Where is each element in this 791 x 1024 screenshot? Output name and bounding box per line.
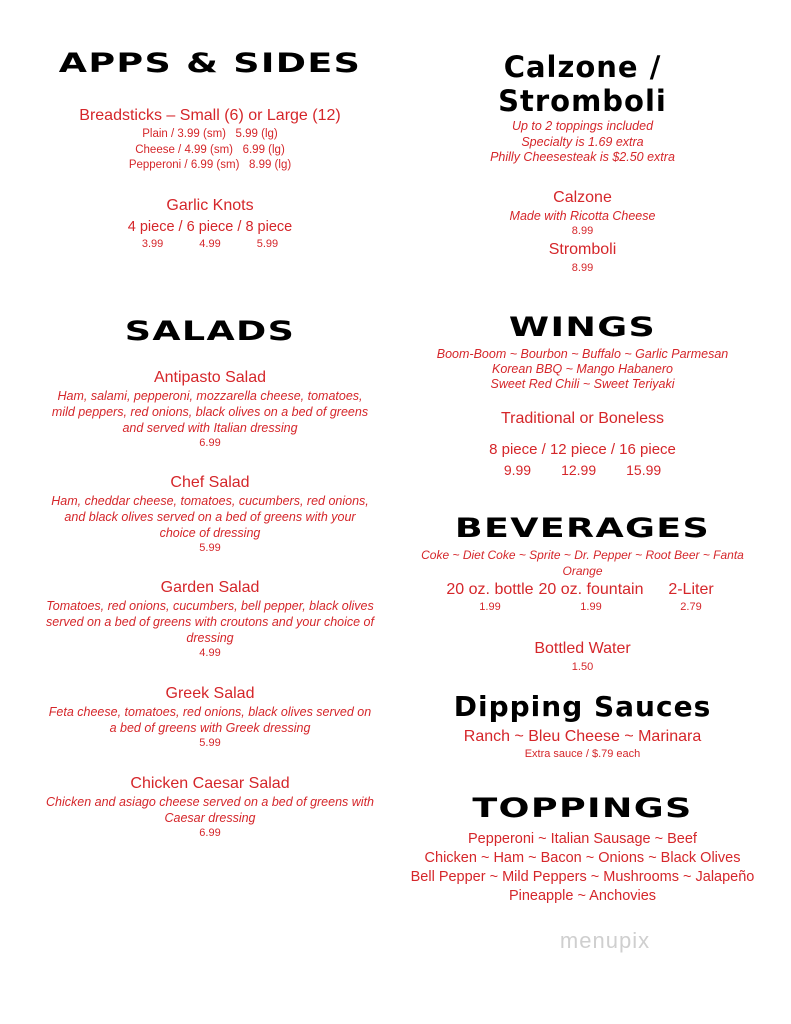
toppings-line: Pepperoni ~ Italian Sausage ~ Beef	[468, 831, 697, 847]
beverage-size-fountain	[531, 580, 651, 614]
calzone-desc: Made with Ricotta Cheese	[509, 209, 656, 223]
salad-desc: Chicken and asiago cheese served on a bed of greens with Caesar dressing	[46, 795, 374, 825]
salads-heading: SALADS	[124, 316, 296, 347]
wings-flavors: Boom-Boom ~ Bourbon ~ Buffalo ~ Garlic Parmesan	[436, 347, 729, 361]
beverage-size-price: 2.79	[680, 601, 702, 613]
salad-price: 5.99	[199, 737, 221, 749]
calzone-note: Up to 2 toppings included	[511, 119, 654, 133]
sauces-extra: Extra sauce / $.79 each	[524, 748, 641, 760]
salad-item-antipasto	[45, 368, 375, 450]
breadsticks-name: Breadsticks – Small (6) or Large (12)	[79, 107, 341, 124]
toppings-line: Chicken ~ Ham ~ Bacon ~ Onions ~ Black Olives	[424, 850, 741, 866]
salad-price: 6.99	[199, 437, 221, 449]
toppings-line: Bell Pepper ~ Mild Peppers ~ Mushrooms ~ Jalapeño	[410, 869, 755, 885]
salad-item-caesar	[45, 774, 375, 840]
beverage-size-price: 1.99	[479, 601, 501, 613]
wings-price: 12.99	[561, 462, 597, 478]
calzone-note: Specialty is 1.69 extra	[521, 135, 644, 149]
stromboli-price: 8.99	[571, 262, 594, 274]
garlic-knots-options: 4 piece / 6 piece / 8 piece	[127, 219, 293, 235]
salad-name: Antipasto Salad	[153, 369, 267, 386]
salad-name: Chicken Caesar Salad	[130, 775, 290, 792]
salad-desc: Ham, cheddar cheese, tomatoes, cucumbers, red onions, and black olives served on a bed of greens with your choice of dressing	[51, 494, 369, 540]
salad-desc: Ham, salami, pepperoni, mozzarella cheese, tomatoes, mild peppers, red onions, black olives on a bed of greens and served with Italian dressing	[51, 389, 369, 435]
knots-price: 4.99	[199, 238, 221, 250]
toppings-heading: TOPPINGS	[472, 793, 693, 824]
salad-price: 4.99	[199, 647, 221, 659]
beverage-size-price: 1.99	[580, 601, 602, 613]
toppings-line: Pineapple ~ Anchovies	[508, 888, 657, 904]
wings-price: 15.99	[626, 462, 662, 478]
sauces-list: Ranch ~ Bleu Cheese ~ Marinara	[463, 728, 702, 745]
wings-flavors: Korean BBQ ~ Mango Habanero	[491, 362, 674, 376]
stromboli-name: Stromboli	[548, 241, 617, 258]
calzone-heading-line1: Calzone /	[503, 50, 662, 84]
wings-heading: WINGS	[508, 312, 657, 343]
garlic-knots-prices	[30, 237, 390, 251]
calzone-price: 8.99	[571, 225, 594, 237]
calzone-name: Calzone	[553, 189, 612, 206]
beverage-size-name: 2-Liter	[668, 581, 714, 598]
salad-name: Garden Salad	[160, 579, 260, 596]
beverage-size-2liter	[641, 580, 741, 614]
menupix-watermark: menupix	[559, 928, 651, 953]
salad-desc: Feta cheese, tomatoes, red onions, black olives served on a bed of greens with Greek dressing	[48, 705, 372, 735]
calzone-heading-line2: Stromboli	[498, 84, 667, 118]
bottled-water-price: 1.50	[571, 661, 594, 673]
breadsticks-plain-row: Plain / 3.99 (sm) 5.99 (lg)	[142, 128, 278, 140]
wings-price: 9.99	[503, 462, 532, 478]
beverages-heading: BEVERAGES	[454, 513, 711, 544]
salad-item-greek	[45, 684, 375, 750]
salad-desc: Tomatoes, red onions, cucumbers, bell pepper, black olives served on a bed of greens with croutons and your choice of dressing	[46, 599, 374, 645]
garlic-knots-name: Garlic Knots	[166, 197, 254, 214]
wings-options: 8 piece / 12 piece / 16 piece	[489, 441, 676, 458]
sauces-heading: Dipping Sauces	[453, 690, 712, 723]
knots-price: 3.99	[141, 238, 164, 250]
salad-name: Chef Salad	[170, 474, 250, 491]
beverage-flavors: Coke ~ Diet Coke ~ Sprite ~ Dr. Pepper ~ Root Beer ~ Fanta Orange	[421, 548, 744, 578]
salad-name: Greek Salad	[165, 685, 255, 702]
salad-item-garden	[45, 578, 375, 660]
breadsticks-cheese-row: Cheese / 4.99 (sm) 6.99 (lg)	[135, 144, 285, 156]
wings-prices	[430, 460, 735, 480]
bottled-water-name: Bottled Water	[534, 640, 631, 657]
wings-style: Traditional or Boneless	[500, 410, 665, 427]
salad-item-chef	[45, 473, 375, 555]
breadsticks-pepperoni-row: Pepperoni / 6.99 (sm) 8.99 (lg)	[128, 159, 292, 171]
salad-price: 5.99	[199, 542, 221, 554]
apps-heading: APPS & SIDES	[58, 48, 362, 79]
knots-price: 5.99	[256, 238, 279, 250]
calzone-note: Philly Cheesesteak is $2.50 extra	[490, 150, 675, 164]
salad-price: 6.99	[199, 827, 221, 839]
beverage-size-name: 20 oz. bottle	[446, 581, 534, 598]
beverage-size-name: 20 oz. fountain	[538, 581, 644, 598]
wings-flavors: Sweet Red Chili ~ Sweet Teriyaki	[490, 377, 675, 391]
